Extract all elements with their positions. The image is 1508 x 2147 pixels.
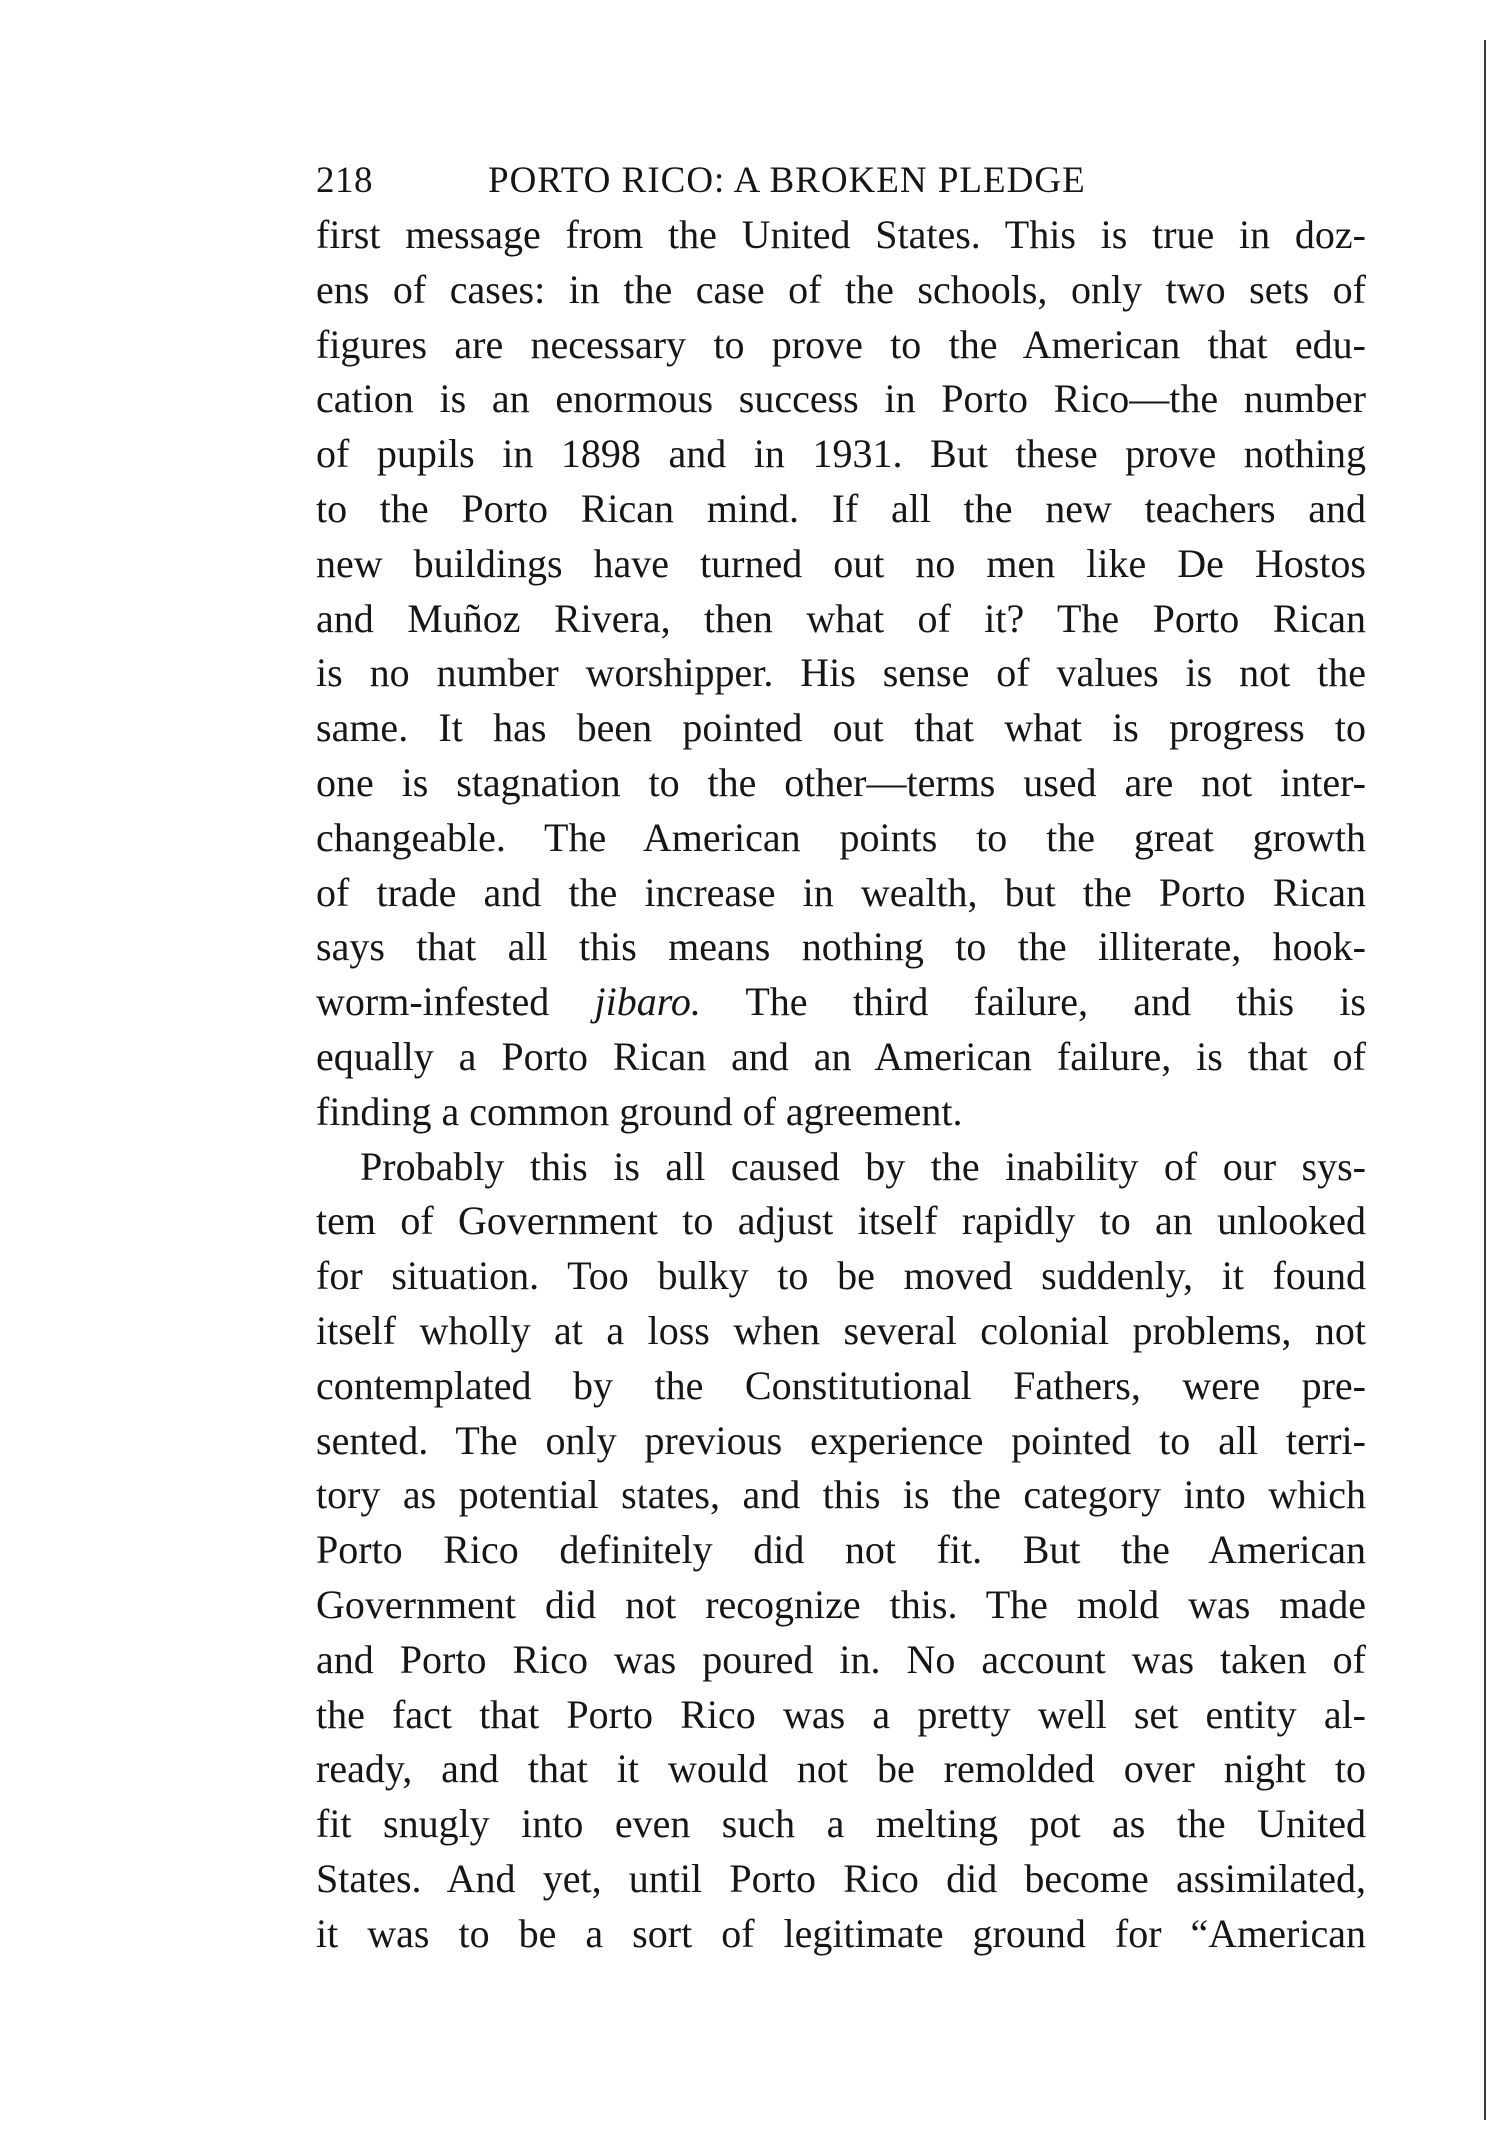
text-line: Porto Rico definitely did not fit. But the American (316, 1527, 1366, 1573)
text-line: is no number worshipper. His sense of values is not the (316, 650, 1366, 696)
text-line: fit snugly into even such a melting pot as the United (316, 1801, 1366, 1847)
page-number: 218 (316, 160, 373, 201)
text-line: to the Porto Rican mind. If all the new teachers and (316, 485, 1366, 531)
text-line: Government did not recognize this. The mold was made (316, 1581, 1366, 1627)
text-line: says that all this means nothing to the illiterate, hook- (316, 924, 1366, 970)
text-line: the fact that Porto Rico was a pretty well set entity al- (316, 1691, 1366, 1737)
text-line: equally a Porto Rican and an American failure, is that of (316, 1033, 1366, 1079)
text-segment: worm-infested (316, 979, 595, 1025)
text-line: of trade and the increase in wealth, but the Porto Rican (316, 869, 1366, 915)
text-line (316, 975, 1366, 1030)
text-line: ens of cases: in the case of the schools, only two sets of (316, 266, 1366, 312)
page-edge-line (1484, 40, 1486, 2120)
body-text (316, 208, 1366, 1962)
text-line: tem of Government to adjust itself rapidly to an unlooked (316, 1198, 1366, 1244)
text-line: for situation. Too bulky to be moved suddenly, it found (316, 1253, 1366, 1299)
text-line: States. And yet, until Porto Rico did become assimilated, (316, 1855, 1366, 1901)
text-line: contemplated by the Constitutional Fathers, were pre- (316, 1362, 1366, 1408)
text-line: ready, and that it would not be remolded over night to (316, 1746, 1366, 1792)
text-line: of pupils in 1898 and in 1931. But these prove nothing (316, 431, 1366, 477)
running-title: PORTO RICO: A BROKEN PLEDGE (488, 160, 1086, 201)
text-line: itself wholly at a loss when several colonial problems, not (316, 1307, 1366, 1353)
text-line: one is stagnation to the other—terms used are not inter- (316, 759, 1366, 805)
text-line: sented. The only previous experience pointed to all terri- (316, 1417, 1366, 1463)
text-line: cation is an enormous success in Porto Rico—the number (316, 376, 1366, 422)
text-line: figures are necessary to prove to the American that edu- (316, 321, 1366, 367)
text-line: and Muñoz Rivera, then what of it? The Porto Rican (316, 595, 1366, 641)
text-line: new buildings have turned out no men like De Hostos (316, 540, 1366, 586)
text-line: it was to be a sort of legitimate ground for “American (316, 1910, 1366, 1956)
italic-word: jibaro. (594, 979, 701, 1025)
running-head (316, 156, 1376, 206)
text-line: tory as potential states, and this is the category into which (316, 1472, 1366, 1518)
text-line: same. It has been pointed out that what is progress to (316, 705, 1366, 751)
paragraph-start-line: Probably this is all caused by the inability of our sys- (360, 1143, 1366, 1189)
text-line: changeable. The American points to the great growth (316, 814, 1366, 860)
text-segment: The third failure, and this is (700, 979, 1366, 1025)
text-line: and Porto Rico was poured in. No account was taken of (316, 1636, 1366, 1682)
paragraph-end-line: finding a common ground of agreement. (316, 1088, 963, 1134)
text-line: first message from the United States. This is true in doz- (316, 212, 1366, 257)
